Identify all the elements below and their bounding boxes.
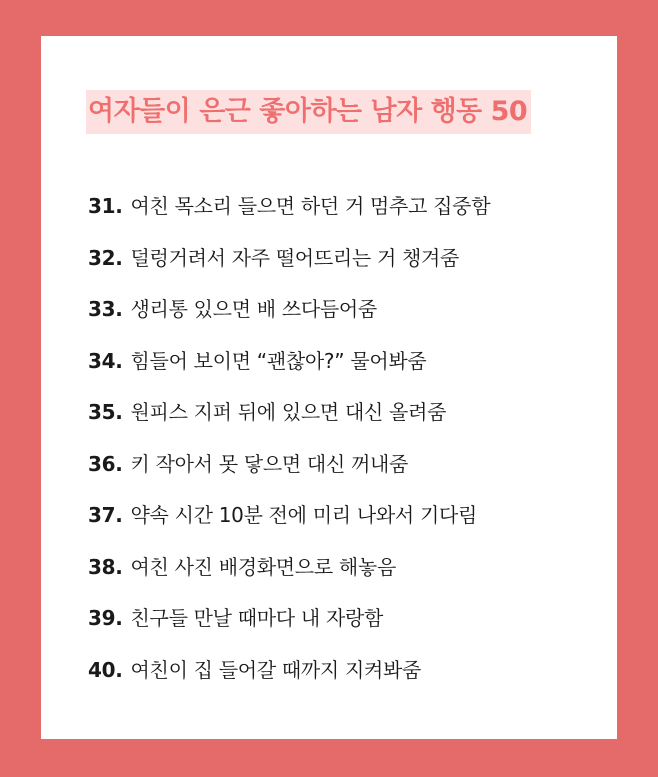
content-card xyxy=(41,36,617,739)
item-number: 32. xyxy=(88,245,123,270)
list-item xyxy=(88,490,490,542)
list-item xyxy=(88,439,490,491)
item-text: 원피스 지퍼 뒤에 있으면 대신 올려줌 xyxy=(130,400,447,424)
list-item xyxy=(88,233,490,285)
list-item xyxy=(88,593,490,645)
page-title: 여자들이 은근 좋아하는 남자 행동 50 xyxy=(86,90,531,134)
item-text: 여친이 집 들어갈 때까지 지켜봐줌 xyxy=(130,657,422,682)
behavior-list xyxy=(88,181,490,696)
item-text: 약속 시간 10분 전에 미리 나와서 기다림 xyxy=(130,503,478,527)
item-number: 37. xyxy=(88,503,123,527)
item-number: 38. xyxy=(88,554,123,579)
item-number: 34. xyxy=(88,348,123,373)
item-text: 여친 목소리 들으면 하던 거 멈추고 집중함 xyxy=(130,194,491,218)
item-text: 생리통 있으면 배 쓰다듬어줌 xyxy=(130,297,377,321)
item-number: 31. xyxy=(88,194,123,218)
item-text: 힘들어 보이면 “괜찮아?” 물어봐줌 xyxy=(130,348,427,373)
item-number: 36. xyxy=(88,451,123,476)
item-text: 친구들 만날 때마다 내 자랑함 xyxy=(130,606,384,630)
item-text: 키 작아서 못 닿으면 대신 꺼내줌 xyxy=(130,451,409,476)
item-text: 덜렁거려서 자주 떨어뜨리는 거 챙겨줌 xyxy=(130,245,460,270)
list-item xyxy=(88,542,490,594)
list-item xyxy=(88,181,490,233)
item-number: 39. xyxy=(88,606,123,630)
list-item xyxy=(88,387,490,439)
item-text: 여친 사진 배경화면으로 해놓음 xyxy=(130,554,396,579)
title-container xyxy=(86,90,531,134)
item-number: 35. xyxy=(88,400,123,424)
item-number: 33. xyxy=(88,297,123,321)
item-number: 40. xyxy=(88,657,123,682)
list-item xyxy=(88,336,490,388)
list-item xyxy=(88,645,490,697)
list-item xyxy=(88,284,490,336)
